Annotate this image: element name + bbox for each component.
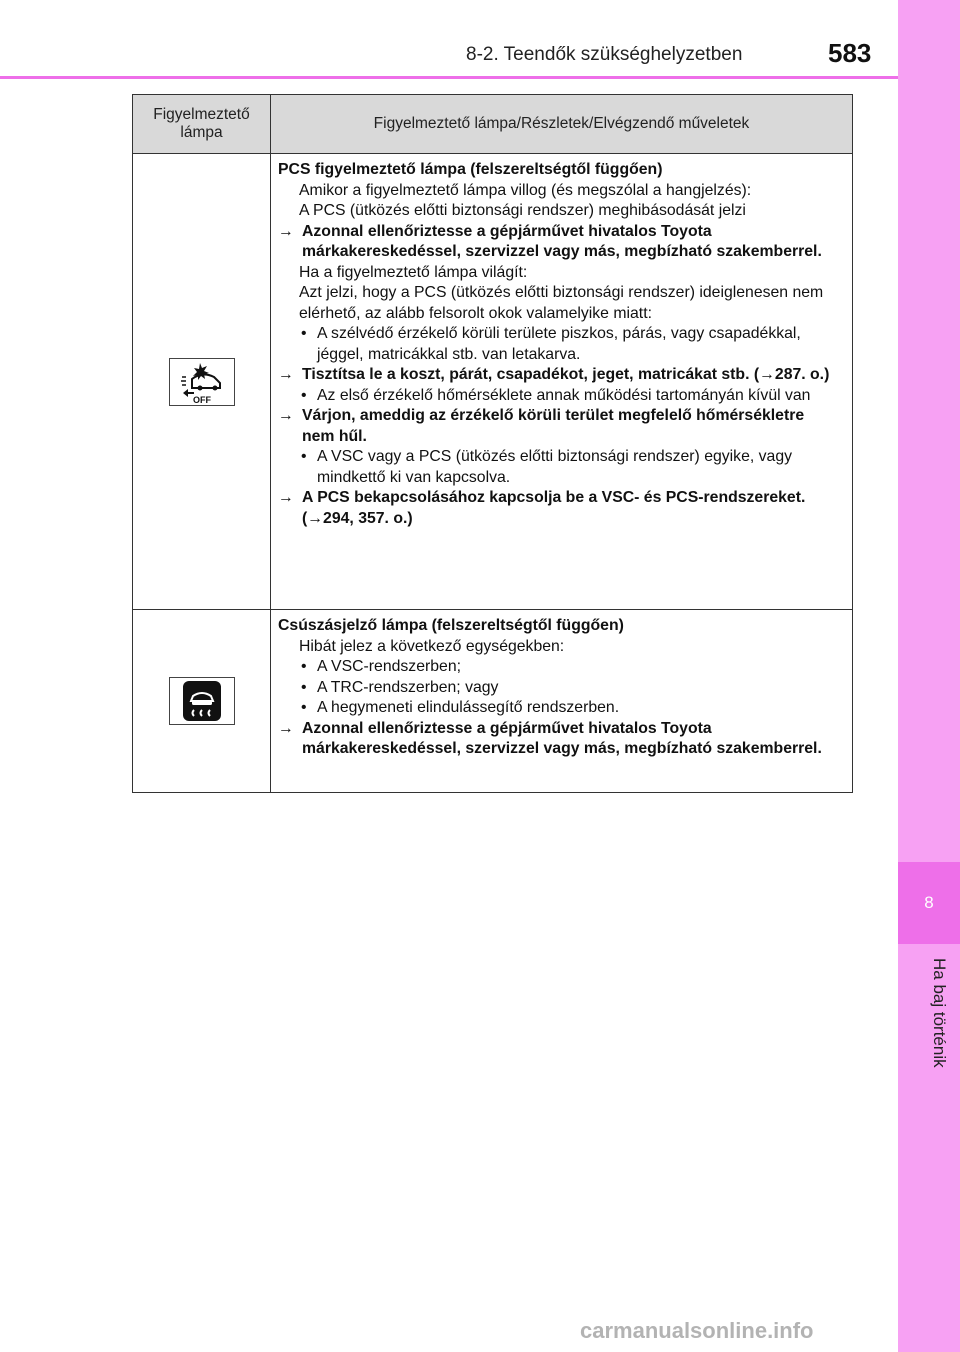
detail-text: Azt jelzi, hogy a PCS (ütközés előtti biztonsági rendszer) ideiglenesen nem elérhető, az alább felsorolt okok valamelyike miatt: bbox=[299, 284, 824, 322]
detail-text: A PCS (ütközés előtti biztonsági rendszer) meghibásodását jelzi bbox=[299, 202, 746, 219]
lamp-title: PCS figyelmeztető lámpa (felszereltségtől függően) bbox=[278, 161, 663, 178]
column-header-details: Figyelmeztető lámpa/Részletek/Elvégzendő műveletek bbox=[271, 95, 853, 154]
lamp-cell bbox=[133, 154, 271, 610]
watermark-text: carmanualsonline.info bbox=[580, 1318, 814, 1343]
section-title: 8-2. Teendők szükséghelyzetben bbox=[466, 44, 743, 65]
bullet-item: • A VSC vagy a PCS (ütközés előtti biztonsági rendszer) egyike, vagy mindkettő ki van kapcsolva. bbox=[278, 447, 840, 488]
table-header-row bbox=[133, 95, 853, 154]
bullet-item: • A TRC-rendszerben; vagy bbox=[278, 678, 840, 699]
table-row bbox=[133, 610, 853, 793]
bullet-item: • Az első érzékelő hőmérséklete annak működési tartományán kívül van bbox=[278, 386, 840, 407]
column-header-lamp: Figyelmeztető lámpa bbox=[133, 95, 271, 154]
lamp-cell bbox=[133, 610, 271, 793]
bullet-item: • A VSC-rendszerben; bbox=[278, 657, 840, 678]
page-number: 583 bbox=[828, 38, 872, 68]
action-item: → Azonnal ellenőriztesse a gépjárművet hivatalos Toyota márkakereskedéssel, szervizzel vagy más, megbízható szakemberrel. bbox=[278, 719, 840, 760]
table-row bbox=[133, 154, 853, 610]
chapter-number: 8 bbox=[898, 862, 960, 944]
page-header bbox=[0, 0, 898, 78]
chapter-title: Ha baj történik bbox=[930, 958, 949, 1068]
lamp-title: Csúszásjelző lámpa (felszereltségtől függően) bbox=[278, 617, 624, 634]
detail-text: Amikor a figyelmeztető lámpa villog (és megszólal a hangjelzés): bbox=[299, 181, 752, 199]
detail-text: Hibát jelez a következő egységekben: bbox=[299, 637, 565, 655]
bullet-item: • A hegymeneti elindulássegítő rendszerben. bbox=[278, 698, 840, 719]
warning-lamp-table bbox=[132, 94, 853, 793]
pcs-off-label: OFF bbox=[192, 394, 211, 405]
header-rule bbox=[0, 76, 898, 79]
pcs-off-icon bbox=[169, 358, 235, 406]
action-item: → Tisztítsa le a koszt, párát, csapadékot, jeget, matricákat stb. (→287. o.) bbox=[278, 365, 840, 386]
details-cell bbox=[271, 154, 853, 610]
action-item: → Várjon, ameddig az érzékelő körüli terület megfelelő hőmérsékletre nem hűl. bbox=[278, 406, 840, 447]
detail-text: Ha a figyelmeztető lámpa világít: bbox=[299, 263, 528, 281]
action-item: → A PCS bekapcsolásához kapcsolja be a VSC- és PCS-rendszereket. (→294, 357. o.) bbox=[278, 488, 840, 529]
bullet-item: • A szélvédő érzékelő körüli területe piszkos, párás, vagy csapadékkal, jéggel, matricákkal stb. van letakarva. bbox=[278, 324, 840, 365]
details-cell bbox=[271, 610, 853, 793]
slip-indicator-icon bbox=[169, 677, 235, 725]
chapter-side-tab bbox=[898, 0, 960, 1352]
action-item: → Azonnal ellenőriztesse a gépjárművet hivatalos Toyota márkakereskedéssel, szervizzel vagy más, megbízható szakemberrel. bbox=[278, 222, 840, 263]
